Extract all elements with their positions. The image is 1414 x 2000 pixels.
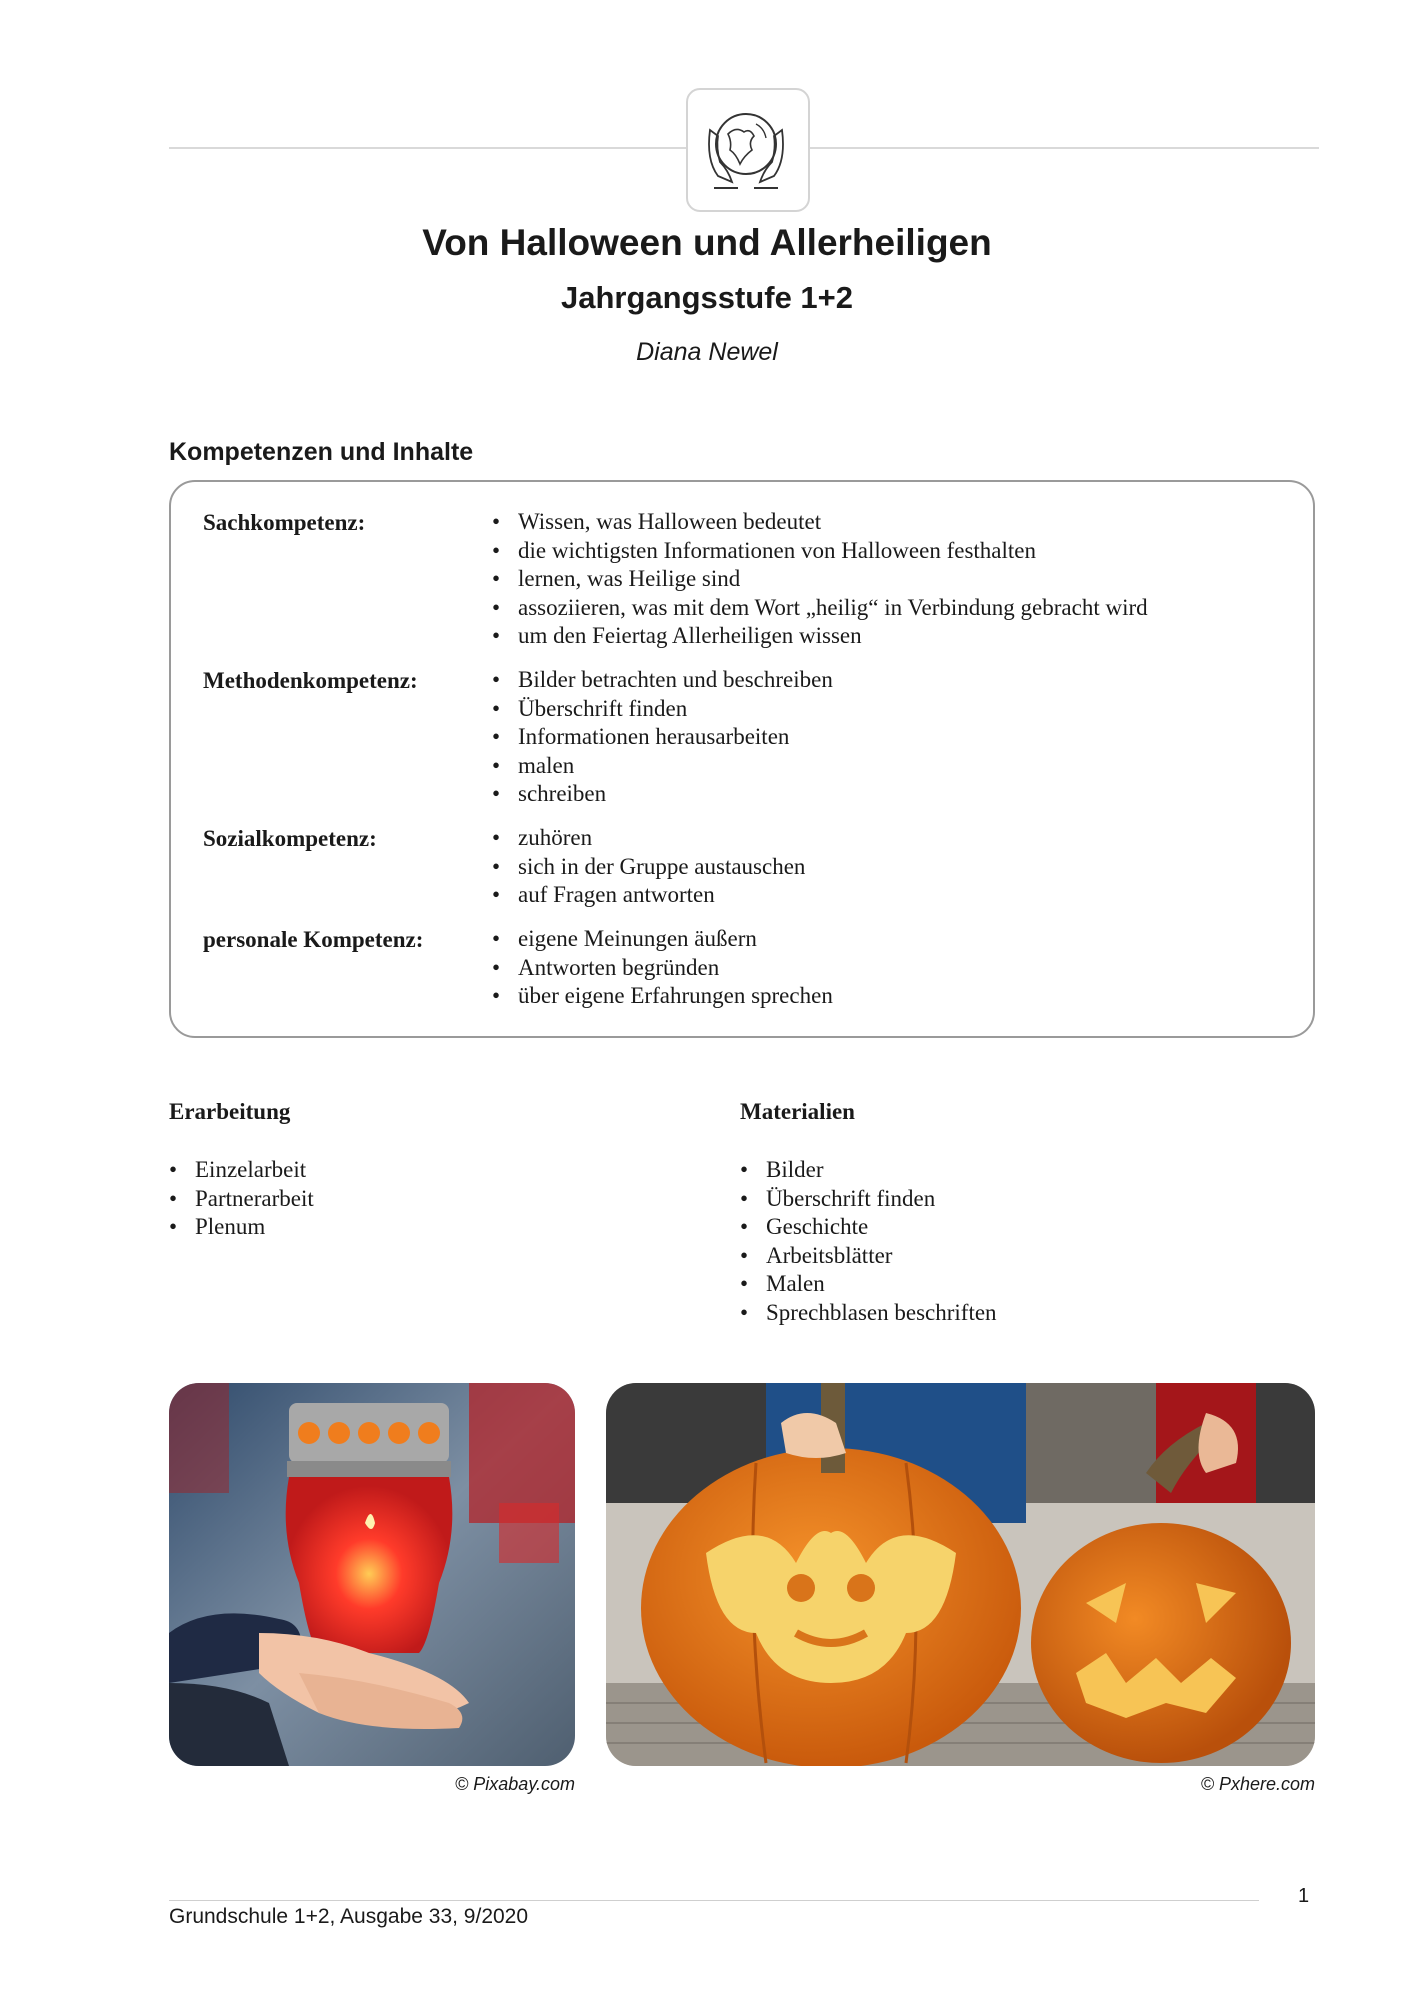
list-item: • Einzelarbeit — [163, 1156, 314, 1185]
list-item: • Antworten begründen — [486, 954, 833, 983]
list-item: • Überschrift finden — [486, 695, 833, 724]
list-item: • Partnerarbeit — [163, 1185, 314, 1214]
left-photo-credit: © Pixabay.com — [455, 1774, 575, 1794]
erarbeitung-heading: Erarbeitung — [169, 1099, 291, 1124]
list-item: • Bilder — [734, 1156, 997, 1185]
list-item: • Arbeitsblätter — [734, 1242, 997, 1271]
list-item: • Wissen, was Halloween bedeutet — [486, 508, 1148, 537]
list-item: • lernen, was Heilige sind — [486, 565, 1148, 594]
page-title: Von Halloween und Allerheiligen — [422, 222, 992, 263]
list-item: • zuhören — [486, 824, 805, 853]
list-item: • Malen — [734, 1270, 997, 1299]
competency-label-sozial: Sozialkompetenz: — [203, 826, 377, 851]
list-item: • Geschichte — [734, 1213, 997, 1242]
competency-list-personal — [486, 925, 833, 1011]
list-item: • Plenum — [163, 1213, 314, 1242]
competency-label-sach: Sachkompetenz: — [203, 510, 366, 535]
author-name: Diana Newel — [636, 338, 778, 366]
footer-divider — [169, 1900, 1259, 1901]
list-item: • um den Feiertag Allerheiligen wissen — [486, 622, 1148, 651]
footer-text: Grundschule 1+2, Ausgabe 33, 9/2020 — [169, 1905, 529, 1928]
list-item: • über eigene Erfahrungen sprechen — [486, 982, 833, 1011]
erarbeitung-list — [163, 1156, 314, 1242]
competency-list-sozial — [486, 824, 805, 910]
competency-label-personal: personale Kompetenz: — [203, 927, 424, 952]
list-item: • Sprechblasen beschriften — [734, 1299, 997, 1328]
list-item: • sich in der Gruppe austauschen — [486, 853, 805, 882]
list-item: • die wichtigsten Informationen von Halloween festhalten — [486, 537, 1148, 566]
page-number: 1 — [1298, 1885, 1310, 1907]
right-photo-credit: © Pxhere.com — [1200, 1774, 1315, 1794]
list-item: • Bilder betrachten und beschreiben — [486, 666, 833, 695]
materialien-heading: Materialien — [740, 1099, 855, 1124]
list-item: • assoziieren, was mit dem Wort „heilig“ in Verbindung gebracht wird — [486, 594, 1148, 623]
list-item: • eigene Meinungen äußern — [486, 925, 833, 954]
page-subtitle: Jahrgangsstufe 1+2 — [560, 280, 854, 315]
pumpkins-photo — [606, 1383, 1315, 1766]
list-item: • Informationen herausarbeiten — [486, 723, 833, 752]
list-item: • malen — [486, 752, 833, 781]
competencies-heading: Kompetenzen und Inhalte — [169, 438, 474, 466]
competency-label-methoden: Methodenkompetenz: — [203, 668, 418, 693]
list-item: • schreiben — [486, 780, 833, 809]
competency-list-methoden — [486, 666, 833, 809]
list-item: • auf Fragen antworten — [486, 881, 805, 910]
list-item: • Überschrift finden — [734, 1185, 997, 1214]
candle-photo — [169, 1383, 575, 1766]
materialien-list — [734, 1156, 997, 1328]
competency-list-sach — [486, 508, 1148, 651]
globe-in-hands-icon — [686, 88, 810, 212]
